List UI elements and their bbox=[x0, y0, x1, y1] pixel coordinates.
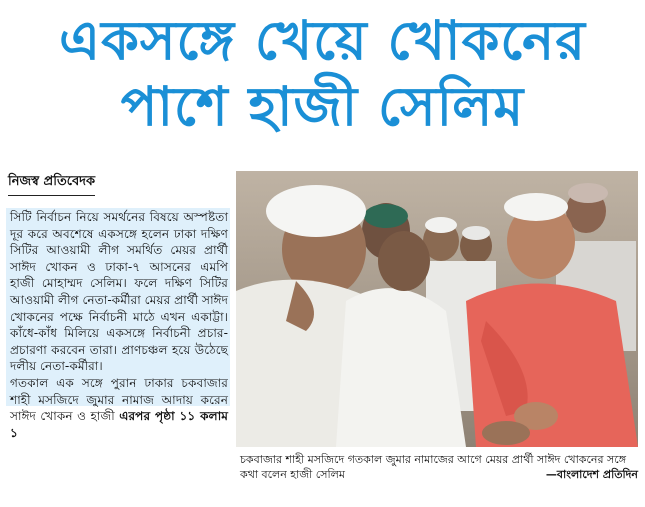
caption-text: চকবাজার শাহী মসজিদে গতকাল জুমার নামাজের আগে মেয়র প্রার্থী সাঈদ খোকনের সঙ্গে কথা বলেন হাজী সেলিম bbox=[240, 453, 627, 481]
photo-credit: —বাংলাদেশ প্রতিদিন bbox=[545, 468, 638, 481]
news-photo bbox=[236, 171, 638, 447]
byline: নিজস্ব প্রতিবেদক bbox=[8, 172, 95, 196]
article-body bbox=[10, 209, 228, 441]
headline-line-1: একসঙ্গে খেয়ে খোকনের bbox=[59, 9, 586, 72]
article-paragraph bbox=[10, 375, 228, 441]
top-strip bbox=[0, 0, 645, 5]
photo-illustration bbox=[236, 171, 638, 447]
headline bbox=[0, 8, 645, 140]
article-paragraph: সিটি নির্বাচন নিয়ে সমর্থনের বিষয়ে অস্পষ্টতা দূর করে অবশেষে একসঙ্গে হলেন ঢাকা দক্ষিণ সিটির আওয়ামী লীগ সমর্থিত মেয়র প্রার্থী সাঈদ খোকন ও ঢাকা-৭ আসনের এমপি হাজী মোহাম্মদ সেলিম। ফলে দক্ষিণ সিটির আওয়ামী লীগ নেতা-কর্মীরা মেয়র প্রার্থী সাঈদ খোকনের পক্ষে নির্বাচনী মাঠে এখন একাট্টা। কাঁধে-কাঁধ মিলিয়ে একসঙ্গে নির্বাচনী প্রচার-প্রচারণা করবেন তারা। প্রাণচঞ্চল হয়ে উঠেছে দলীয় নেতা-কর্মীরা। bbox=[10, 210, 228, 374]
article-paragraph-text: গতকাল এক সঙ্গে পুরান ঢাকার চকবাজার শাহী মসজিদে জুমার নামাজ আদায় করেন সাঈদ খোকন ও হাজী bbox=[10, 375, 228, 424]
continued-link[interactable]: এরপর পৃষ্ঠা ১১ কলাম ১ bbox=[10, 409, 228, 440]
headline-line-2: পাশে হাজী সেলিম bbox=[120, 75, 525, 138]
photo-caption bbox=[240, 452, 638, 482]
